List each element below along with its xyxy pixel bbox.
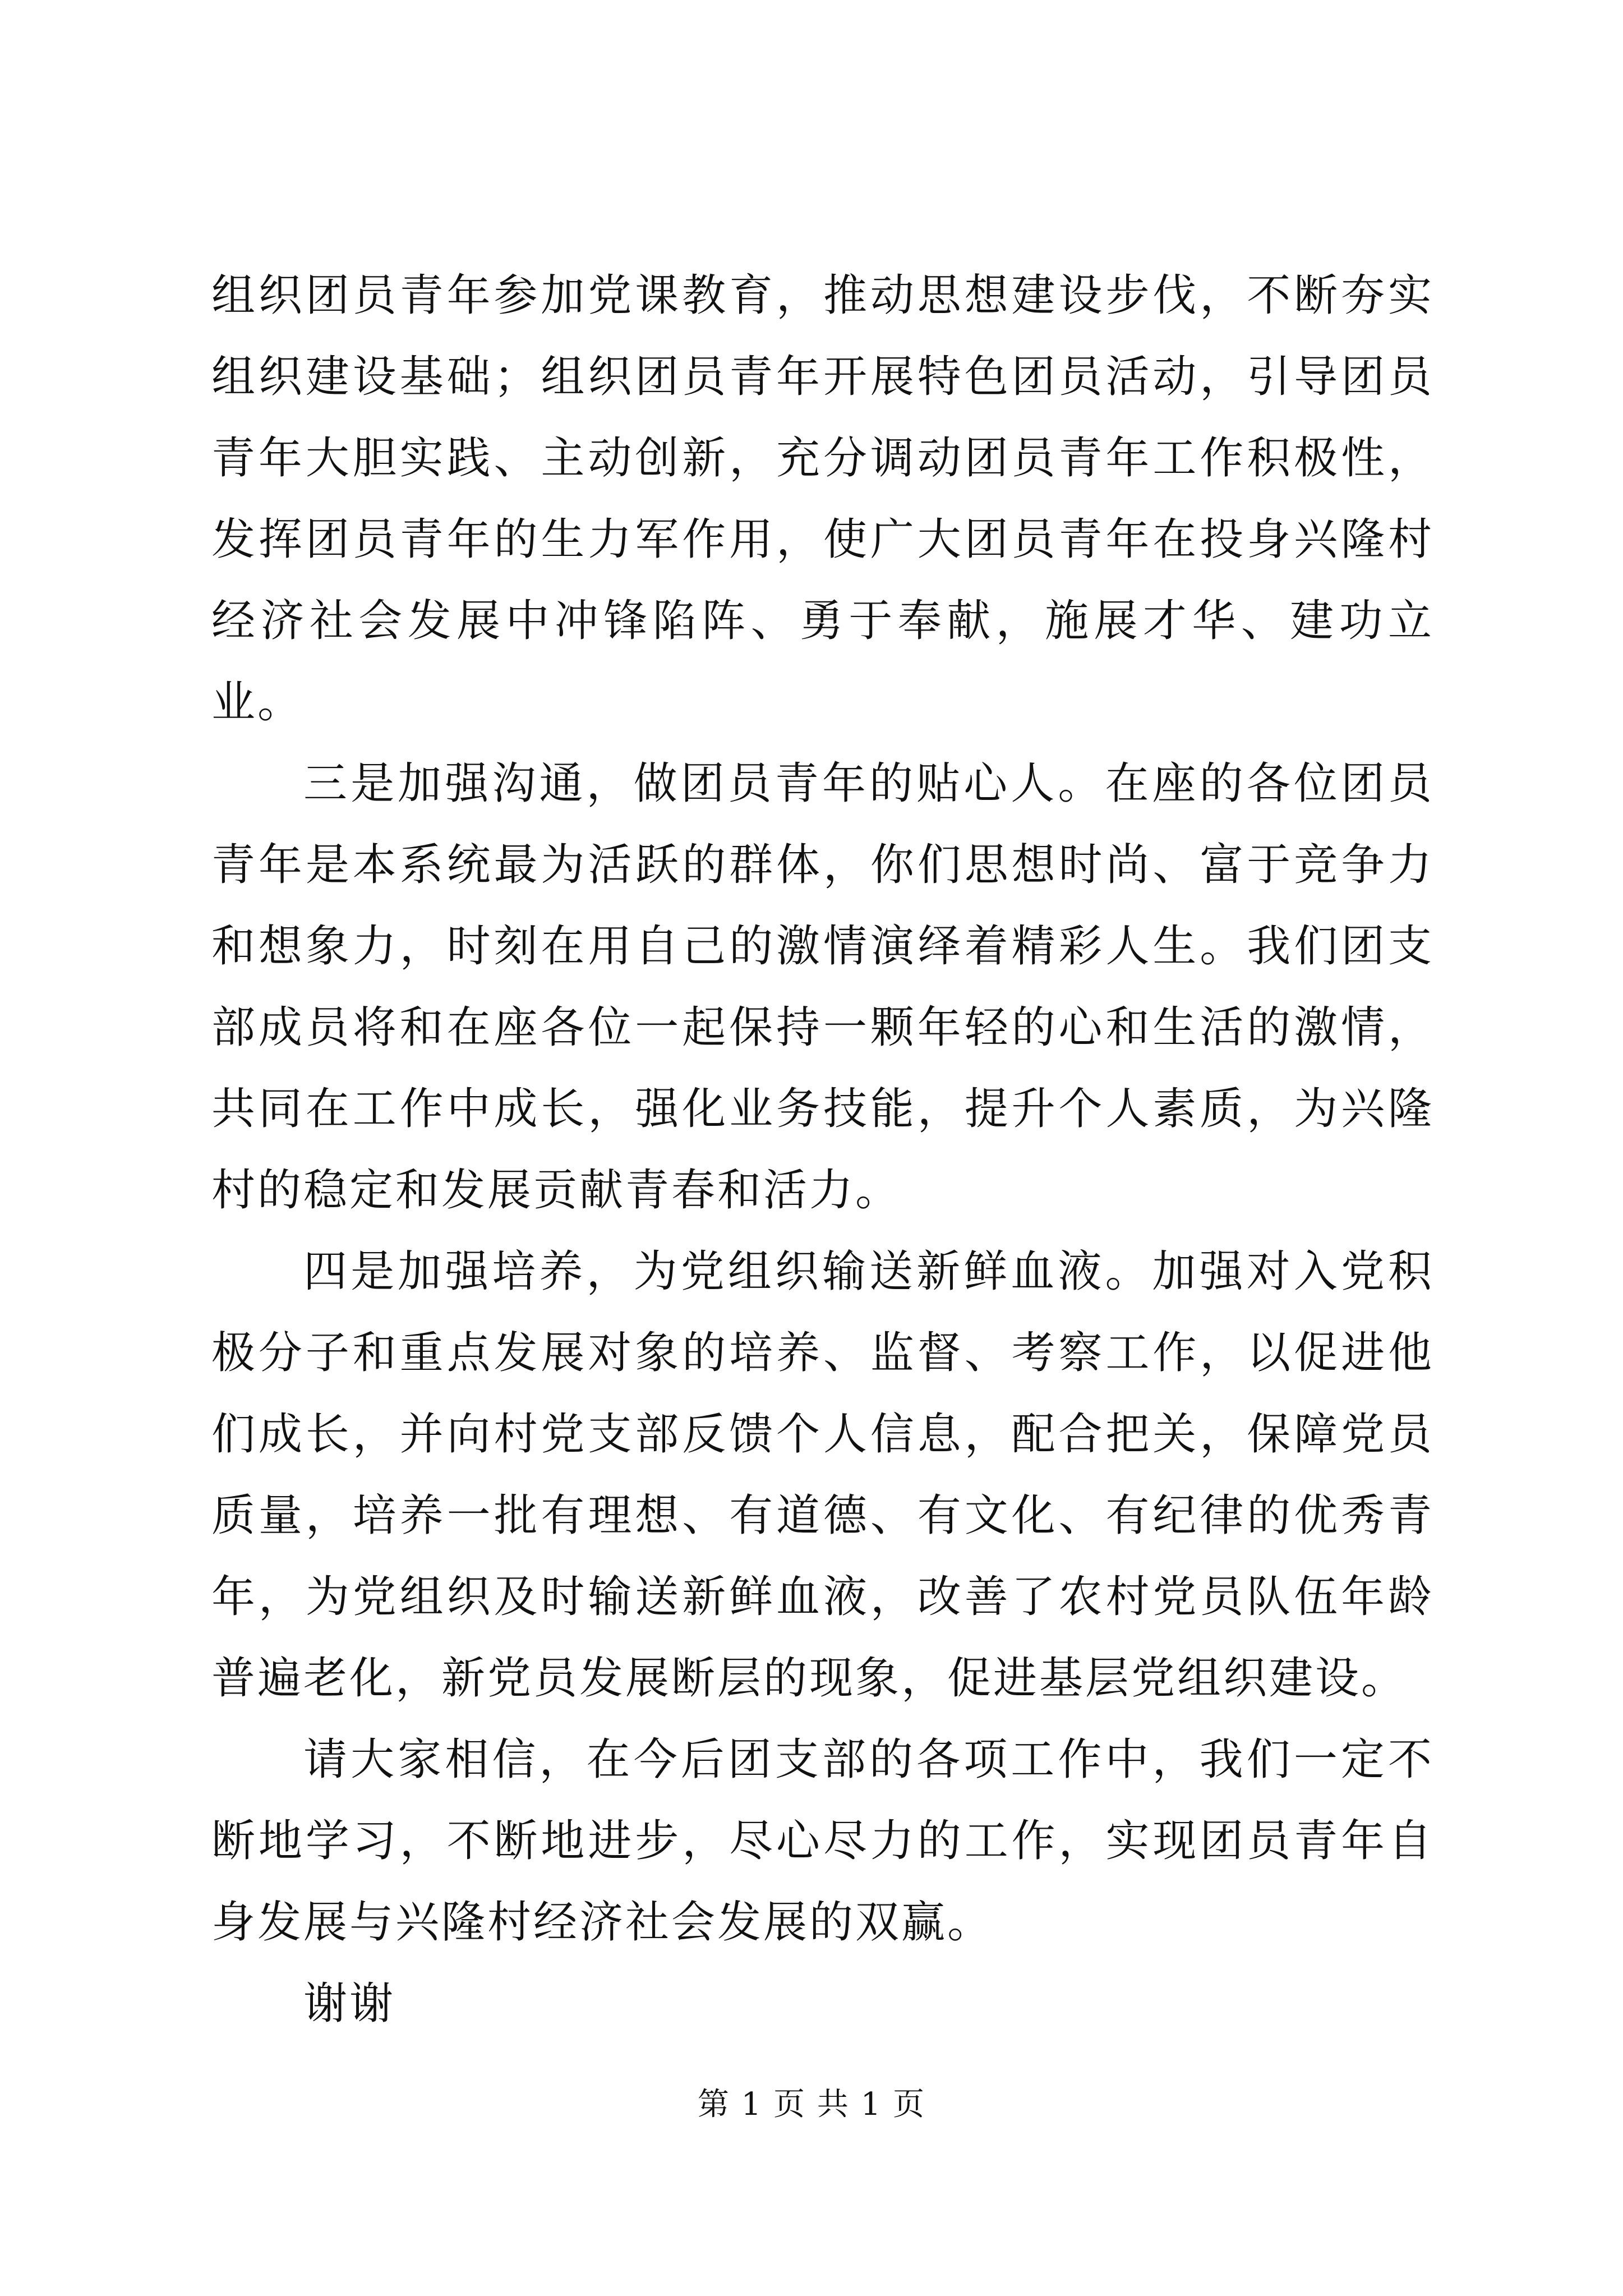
paragraph-organize-youth: 组织团员青年参加党课教育，推动思想建设步伐，不断夯实组织建设基础；组织团员青年开展特色团员活动，引导团员青年大胆实践、主动创新，充分调动团员青年工作积极性，发挥团员青年的生力军作用，使广大团员青年在投身兴隆村经济社会发展中冲锋陷阵、勇于奉献，施展才华、建功立业。 [211,270,1434,728]
paragraph-closing-pledge: 请大家相信，在今后团支部的各项工作中，我们一定不断地学习，不断地进步，尽心尽力的工作，实现团员青年自身发展与兴隆村经济社会发展的双赢。 [211,1734,1434,1948]
paragraph-strengthen-cultivation: 四是加强培养，为党组织输送新鲜血液。加强对入党积极分子和重点发展对象的培养、监督、考察工作，以促进他们成长，并向村党支部反馈个人信息，配合把关，保障党员质量，培养一批有理想、有道德、有文化、有纪律的优秀青年，为党组织及时输送新鲜血液，改善了农村党员队伍年龄普遍老化，新党员发展断层的现象，促进基层党组织建设。 [211,1246,1434,1704]
document-body [211,255,1434,2045]
page-number-footer: 第 1 页 共 1 页 [697,2086,926,2123]
paragraph-strengthen-communication: 三是加强沟通，做团员青年的贴心人。在座的各位团员青年是本系统最为活跃的群体，你们思想时尚、富于竞争力和想象力，时刻在用自己的激情演绎着精彩人生。我们团支部成员将和在座各位一起保持一颗年轻的心和生活的激情，共同在工作中成长，强化业务技能，提升个人素质，为兴隆村的稳定和发展贡献青春和活力。 [211,758,1434,1216]
paragraph-thanks: 谢谢 [303,1978,396,2029]
